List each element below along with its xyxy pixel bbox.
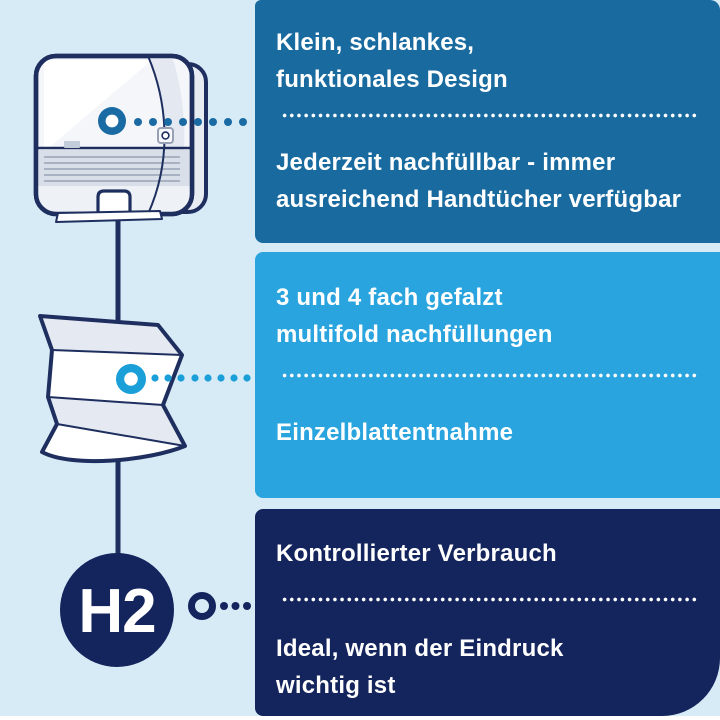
panel-design-line-4: ausreichend Handtücher verfügbar	[276, 186, 682, 213]
towels-dotted-connector	[151, 374, 250, 381]
panel-refills-line-2: multifold nachfüllungen	[276, 321, 553, 348]
panel-refills-line-1: 3 und 4 fach gefalzt	[276, 284, 503, 311]
brand-label	[64, 141, 80, 148]
paper-towel-dispenser-illustration	[36, 56, 206, 222]
panel-design-line-1: Klein, schlankes,	[276, 29, 475, 56]
panel-consumption-line-2: Ideal, wenn der Eindruck	[276, 635, 564, 662]
panel-consumption-line-1: Kontrollierter Verbrauch	[276, 540, 557, 567]
panel-design-line-2: funktionales Design	[276, 66, 508, 93]
h2-system-badge	[60, 553, 174, 667]
dispenser-slot	[98, 191, 130, 214]
folded-paper-towels-illustration	[40, 316, 185, 461]
h2-badge-label: H2	[78, 577, 156, 646]
panel-consumption-line-3: wichtig ist	[276, 672, 396, 699]
h2-dotted-connector	[220, 602, 251, 610]
panel-refills-line-3: Einzelblattentnahme	[276, 419, 514, 446]
towels-anchor-ring	[116, 364, 146, 394]
paper-tab	[56, 211, 162, 222]
panel-design-line-3: Jederzeit nachfüllbar - immer	[276, 149, 616, 176]
h2-anchor-ring	[192, 596, 213, 617]
dispenser-anchor-ring	[98, 107, 126, 135]
lock-icon	[158, 128, 173, 143]
